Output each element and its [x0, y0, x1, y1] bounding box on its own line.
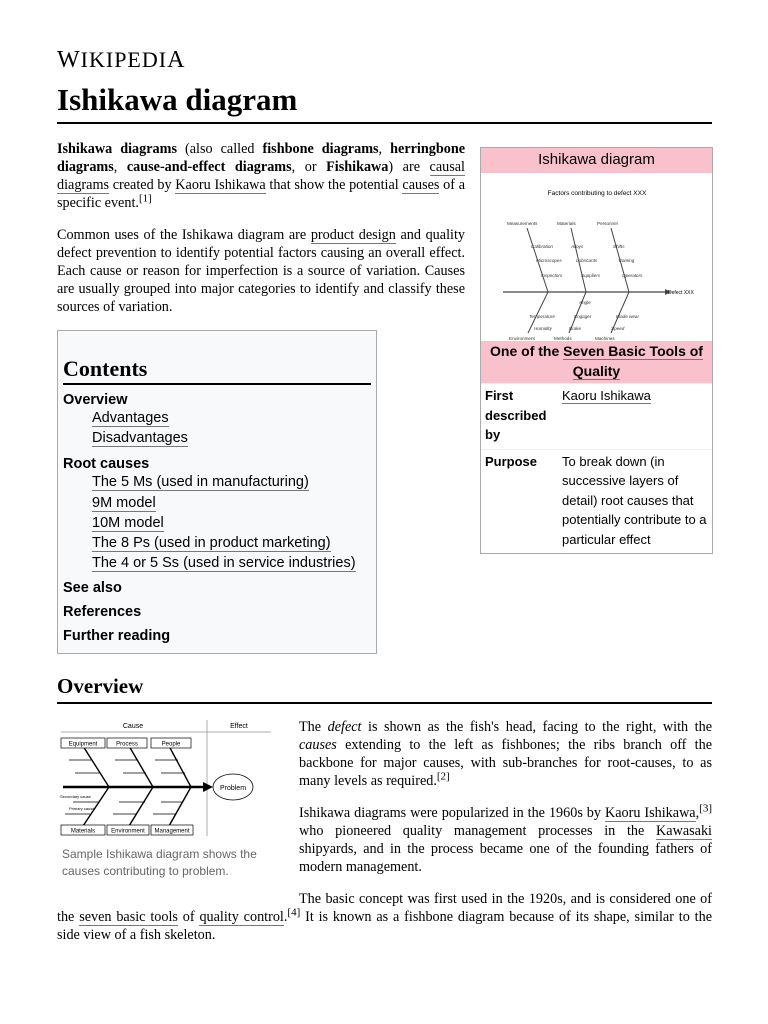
category-label: Personnel — [597, 221, 618, 226]
reference-link[interactable]: [4] — [287, 906, 301, 919]
toc-title: Contents — [63, 356, 371, 385]
link-kaoru-ishikawa[interactable]: Kaoru Ishikawa — [562, 388, 651, 403]
text: , or — [291, 159, 327, 175]
link-causes[interactable]: causes — [402, 177, 440, 193]
secondary-cause-label: Secondary cause — [60, 794, 91, 799]
text: It is known as a fishbone diagram because of its shape, similar to the side view of a fish skeleton. — [57, 909, 713, 943]
wordmark-rest: IKIPEDI — [80, 47, 168, 72]
text: , — [378, 141, 391, 157]
infobox — [480, 147, 713, 554]
infobox-key: Purpose — [485, 453, 538, 469]
reference-link[interactable]: [1] — [138, 192, 152, 205]
cause-label: Speed — [611, 326, 625, 331]
section-heading-overview: Overview — [57, 674, 712, 704]
toc-link: Disadvantages — [92, 430, 188, 446]
link-quality-control[interactable]: quality control — [199, 909, 284, 925]
toc-link: The 5 Ms (used in manufacturing) — [92, 474, 309, 490]
infobox-value: To break down (in successive layers of detail) root causes that potentially contribute to a particular effect — [562, 453, 707, 547]
link-kaoru-ishikawa[interactable]: Kaoru Ishikawa — [604, 805, 696, 821]
box-process: Process — [116, 741, 138, 748]
text: (also called — [176, 141, 263, 157]
bold-term: cause-and-effect diagrams — [126, 159, 292, 175]
fishbone-diagram-image — [481, 173, 712, 341]
intro-paragraph-1 — [57, 140, 465, 212]
text: of a specific event. — [57, 177, 465, 211]
header-cause: Cause — [122, 723, 144, 730]
overview-text — [299, 718, 712, 890]
text: of — [177, 909, 200, 925]
italic-term: causes — [299, 737, 337, 753]
table-of-contents — [57, 330, 377, 654]
link-kawasaki[interactable]: Kawasaki — [656, 823, 712, 839]
toc-link: 10M model — [92, 515, 164, 531]
overview-paragraph-2 — [299, 804, 712, 876]
text: . — [283, 909, 288, 925]
cause-label: Lubricants — [576, 258, 598, 263]
wordmark-first: W — [57, 47, 81, 73]
text: who pioneered quality management processes in the — [299, 823, 657, 839]
text: shipyards, and in the process became one of the founding fathers of modern management. — [299, 841, 712, 875]
thumbnail-caption: Sample Ishikawa diagram shows the causes contributing to problem. — [62, 847, 257, 878]
link-kaoru-ishikawa[interactable]: Kaoru Ishikawa — [175, 177, 266, 193]
intro-paragraph-2 — [57, 226, 465, 316]
cause-label: Alloys — [571, 244, 584, 249]
link-seven-basic-tools[interactable]: seven basic tools — [79, 909, 178, 925]
cause-label: Inspectors — [541, 273, 563, 278]
text: Common uses of the Ishikawa diagram are — [57, 227, 311, 243]
box-materials: Materials — [70, 828, 96, 835]
bold-term: Ishikawa diagrams — [57, 141, 177, 157]
sample-fishbone-image — [57, 718, 277, 840]
infobox-value — [560, 384, 712, 449]
cause-label: Shifts — [613, 244, 625, 249]
category-label: Machines — [595, 336, 615, 341]
category-label: Materials — [557, 221, 576, 226]
cause-label: Operators — [622, 273, 643, 278]
link-seven-basic-tools[interactable]: Seven Basic Tools of Quality — [563, 343, 703, 379]
text: , — [113, 159, 127, 175]
toc-link: The 8 Ps (used in product marketing) — [92, 535, 331, 551]
cause-label: Training — [618, 258, 635, 263]
box-equipment: Equipment — [68, 741, 98, 748]
text: extending to the left as fishbones; the ribs branch off the backbone for major causes, with sub-branches for root-causes, to as many levels as required. — [299, 737, 712, 789]
toc-item-8-ps[interactable] — [92, 534, 331, 552]
text: and quality defect prevention to identify potential factors causing an overall effect. Each cause or reason for imperfection is a source of variation. Causes are usually grouped into major categories to identify and classify these sources of variation. — [57, 227, 465, 315]
infobox-diagram[interactable] — [481, 173, 712, 341]
bold-term: Fishikawa — [326, 159, 389, 175]
sample-diagram-thumbnail[interactable] — [57, 718, 277, 845]
bold-term: fishbone diagrams — [262, 141, 379, 157]
cause-label: Temperature — [529, 314, 555, 319]
cause-label: Brake — [569, 326, 582, 331]
wordmark-last: A — [167, 47, 186, 73]
text: , — [695, 805, 700, 821]
reference-link[interactable]: [3] — [699, 802, 712, 815]
infobox-row — [481, 383, 712, 449]
toc-item-5-ms[interactable] — [92, 473, 309, 491]
header-effect: Effect — [230, 723, 248, 730]
text: that show the potential — [265, 177, 403, 193]
infobox-title: Ishikawa diagram — [481, 148, 712, 173]
cause-label: Engager — [574, 314, 592, 319]
toc-item-advantages[interactable] — [92, 409, 169, 427]
toc-link: 9M model — [92, 495, 156, 511]
toc-link: Advantages — [92, 410, 169, 426]
toc-item-9m-model[interactable] — [92, 494, 156, 512]
text: The — [299, 719, 328, 735]
diagram-title: Factors contributing to defect XXX — [547, 190, 647, 197]
text: The basic concept was first used in the 1920s, and is considered one of the — [57, 891, 712, 925]
category-label: Measurements — [507, 221, 538, 226]
box-people: People — [161, 741, 181, 748]
overview-paragraph-1 — [299, 718, 712, 790]
text: is shown as the fish's head, facing to the right, with the — [361, 719, 712, 735]
page-title: Ishikawa diagram — [57, 82, 712, 124]
cause-label: Microscopes — [536, 258, 562, 263]
toc-item-root-causes[interactable]: Root causes — [63, 456, 150, 472]
infobox-row — [481, 449, 712, 554]
text: One of the — [490, 343, 564, 359]
text: created by — [109, 177, 176, 193]
diagram-effect: Defect XXX — [668, 290, 694, 296]
toc-item-references[interactable]: References — [63, 604, 142, 620]
italic-term: defect — [327, 719, 362, 735]
bold-term: herringbone diagrams — [57, 141, 466, 175]
cause-label: Blade wear — [616, 314, 639, 319]
category-label: Methods — [554, 336, 572, 341]
link-causal-diagrams[interactable]: causal diagrams — [57, 159, 465, 193]
toc-item-further-reading[interactable]: Further reading — [63, 628, 171, 644]
effect-label: Problem — [219, 785, 247, 792]
link-product-design[interactable]: product design — [310, 227, 396, 243]
reference-link[interactable]: [2] — [436, 770, 450, 783]
cause-label: Calibration — [531, 244, 553, 249]
cause-label: Angle — [579, 300, 591, 305]
primary-cause-label: Primary cause — [69, 806, 95, 811]
box-management: Management — [154, 828, 190, 835]
cause-label: Humidity — [534, 326, 552, 331]
text: ) are — [388, 159, 430, 175]
spine-arrow — [203, 782, 213, 792]
infobox-key: First described by — [485, 388, 547, 442]
toc-item-disadvantages[interactable] — [92, 429, 188, 447]
wikipedia-wordmark[interactable] — [57, 47, 185, 74]
toc-link: The 4 or 5 Ss (used in service industries) — [92, 555, 356, 571]
cause-label: Suppliers — [581, 273, 601, 278]
toc-item-see-also[interactable]: See also — [63, 580, 122, 596]
intro-section — [57, 140, 465, 330]
toc-item-overview[interactable]: Overview — [63, 392, 128, 408]
toc-item-4-5-ss[interactable] — [92, 554, 356, 572]
infobox-subtitle — [481, 341, 712, 383]
text: Ishikawa diagrams were popularized in the 1960s by — [299, 805, 605, 821]
toc-item-10m-model[interactable] — [92, 514, 164, 532]
category-label: Environment — [509, 336, 535, 341]
box-environment: Environment — [111, 828, 145, 835]
overview-paragraph-3 — [57, 890, 712, 944]
